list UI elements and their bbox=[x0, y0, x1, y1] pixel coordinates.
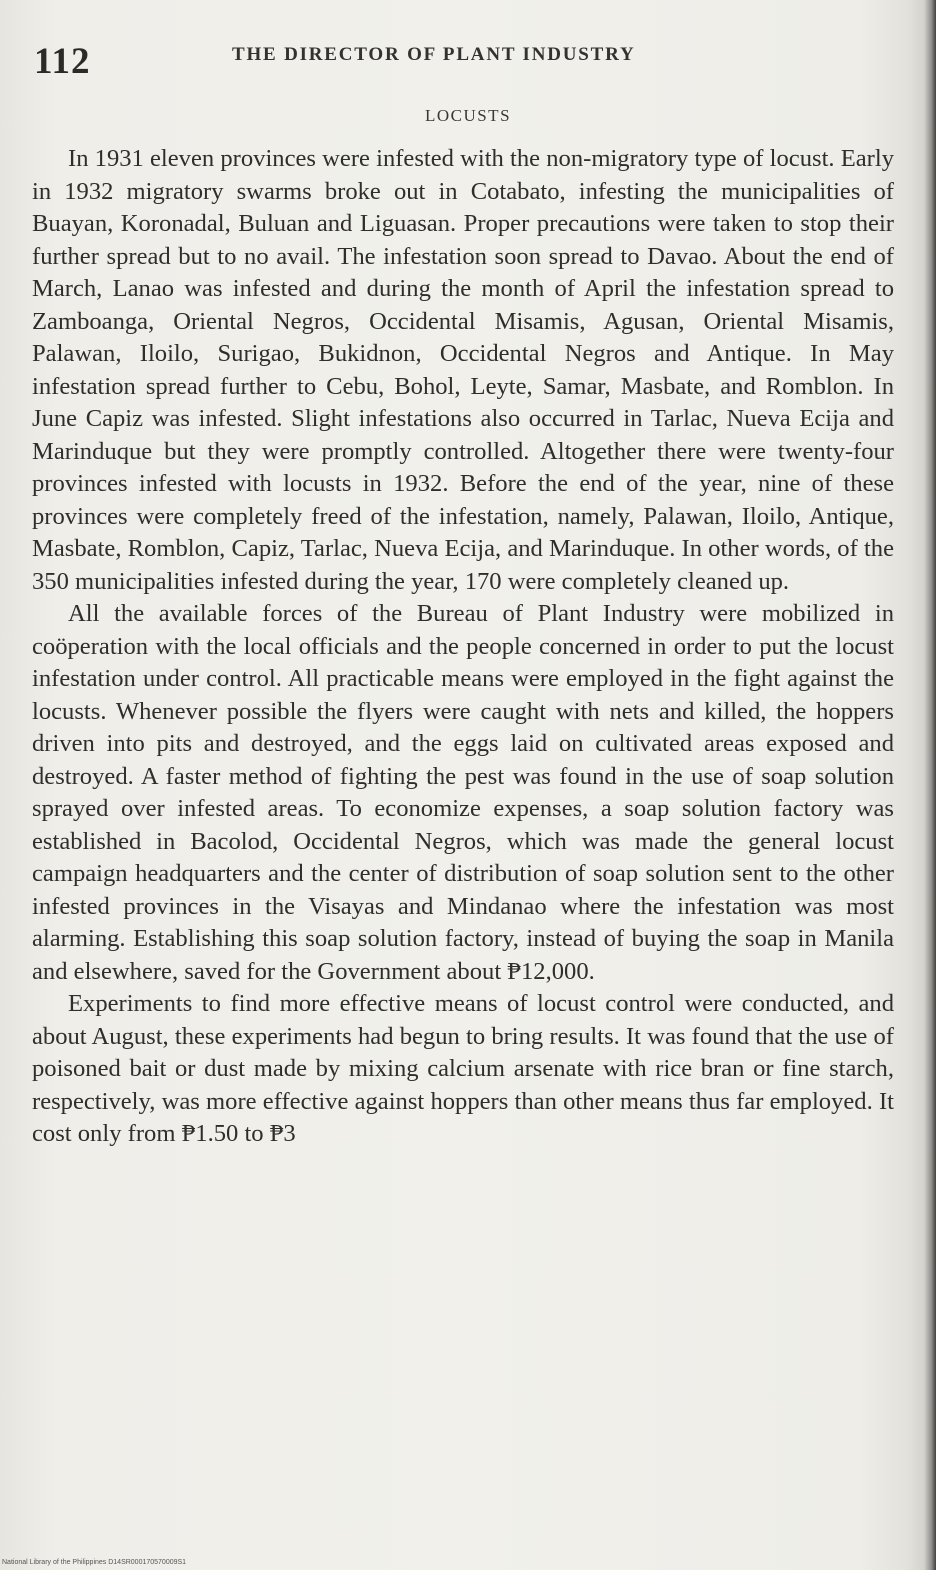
scan-credit: National Library of the Philippines D14SR000170570009S1 bbox=[2, 1559, 187, 1566]
body-text bbox=[32, 143, 894, 1151]
section-title: LOCUSTS bbox=[424, 106, 512, 125]
paragraph: All the available forces of the Bureau of Plant Industry were mobilized in coöperation with the local officials and the people concerned in order to put the locust infestation under control. All practicable means were employed in the fight against the locusts. Whenever possible the flyers were caught with nets and killed, the hoppers driven into pits and destroyed, and the eggs laid on cultivated areas exposed and destroyed. A faster method of fighting the pest was found in the use of soap solution sprayed over infested areas. To economize expenses, a soap solution factory was established in Bacolod, Occidental Negros, which was made the general locust campaign headquarters and the center of distribution of soap solution sent to the other infested provinces in the Visayas and Mindanao where the infestation was most alarming. Establishing this soap solution factory, instead of buying the soap in Manila and elsewhere, saved for the Government about ₱12,000. bbox=[32, 600, 894, 985]
paragraph: In 1931 eleven provinces were infested with the non-migratory type of locust. Early in 1932 migratory swarms broke out in Cotabato, infesting the municipalities of Buayan, Koronadal, Buluan and Liguasan. Proper precautions were taken to stop their further spread but to no avail. The infestation soon spread to Davao. About the end of March, Lanao was infested and during the month of April the infestation spread to Zamboanga, Oriental Negros, Occidental Misamis, Agusan, Oriental Misamis, Palawan, Iloilo, Surigao, Bukidnon, Occidental Negros and Antique. In May infestation spread further to Cebu, Bohol, Leyte, Samar, Masbate, and Romblon. In June Capiz was infested. Slight infestations also occurred in Tarlac, Nueva Ecija and Marinduque but they were promptly controlled. Altogether there were twenty-four provinces infested with locusts in 1932. Before the end of the year, nine of these provinces were completely freed of the infestation, namely, Palawan, Iloilo, Antique, Masbate, Romblon, Capiz, Tarlac, Nueva Ecija, and Marinduque. In other words, of the 350 municipalities infested during the year, 170 were completely cleaned up. bbox=[32, 145, 894, 595]
page-number: 112 bbox=[34, 41, 91, 82]
paragraph: Experiments to find more effective means of locust control were conducted, and about August, these experiments had begun to bring results. It was found that the use of poisoned bait or dust made by mixing calcium arsenate with rice bran or fine starch, respectively, was more effective against hoppers than other means thus far employed. It cost only from ₱1.50 to ₱3 bbox=[32, 990, 894, 1147]
binding-shadow bbox=[924, 0, 936, 1570]
running-head: THE DIRECTOR OF PLANT INDUSTRY bbox=[232, 44, 636, 65]
